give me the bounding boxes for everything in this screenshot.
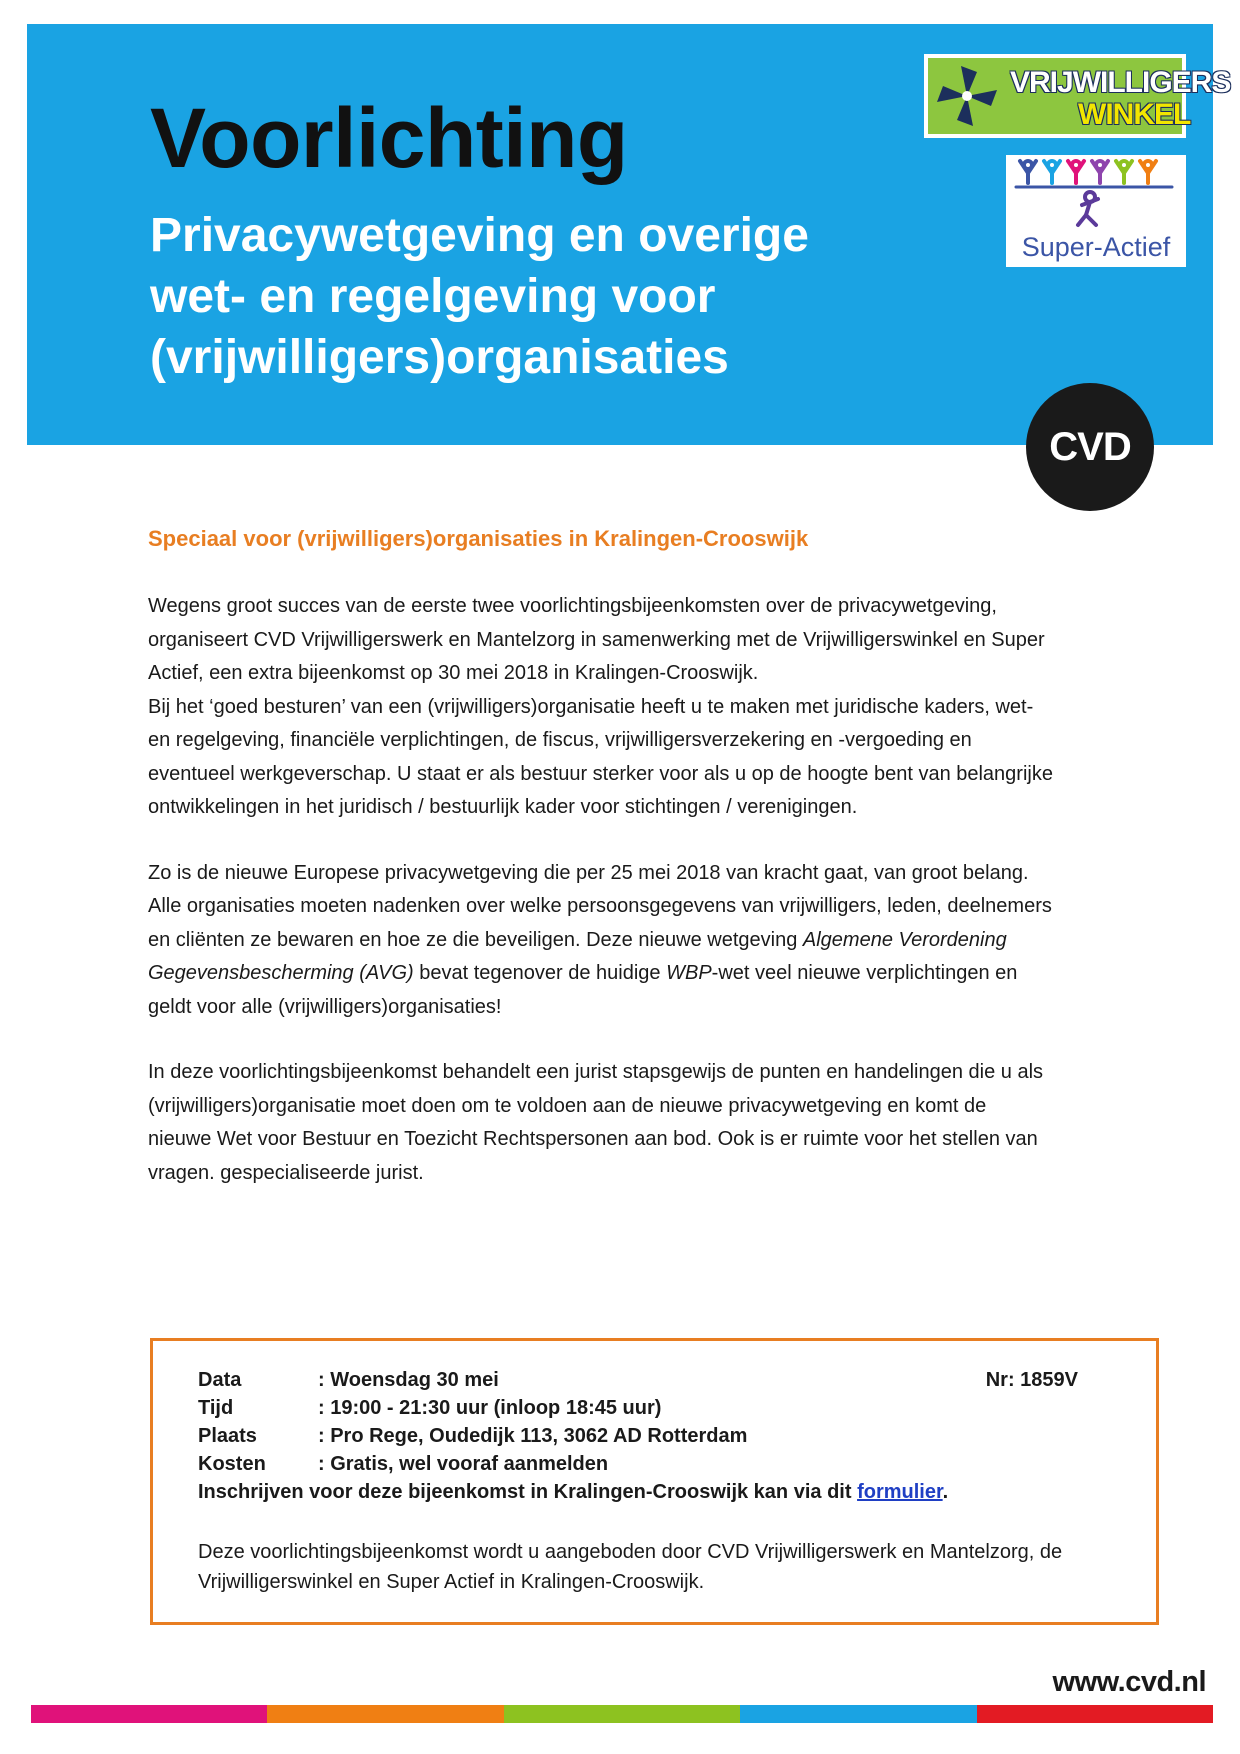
info-row-costs bbox=[198, 1453, 608, 1476]
text-line: Vrijwilligerswinkel en Super Actief in Kralingen-Crooswijk. bbox=[198, 1571, 705, 1593]
text-line: Deze voorlichtingsbijeenkomst wordt u aangeboden door CVD Vrijwilligerswerk en Mantelzorg, de bbox=[198, 1541, 1063, 1563]
intro-heading: Speciaal voor (vrijwilligers)organisaties in Kralingen-Crooswijk bbox=[148, 526, 809, 551]
footer-color-stripes bbox=[31, 1705, 1213, 1723]
text-line: Bij het ‘goed besturen’ van een (vrijwilligers)organisatie heeft u te maken met juridische kaders, wet- bbox=[148, 695, 1034, 718]
stripe-blue bbox=[740, 1705, 976, 1723]
website-url: www.cvd.nl bbox=[1052, 1666, 1206, 1698]
text-emphasis: Algemene Verordening bbox=[802, 928, 1007, 951]
subtitle-line: (vrijwilligers)organisaties bbox=[150, 331, 729, 384]
text-line: eventueel werkgeverschap. U staat er als bestuur sterker voor als u op de hoogte bent van belangrijke bbox=[148, 762, 1053, 785]
people-figures-icon bbox=[1006, 155, 1186, 231]
page-subtitle bbox=[150, 205, 930, 388]
paragraph-avg bbox=[148, 857, 1108, 1025]
info-label: Plaats bbox=[198, 1425, 257, 1447]
registration-line bbox=[198, 1481, 948, 1504]
text-line bbox=[148, 924, 1108, 958]
vrijwilligerswinkel-logo-background bbox=[928, 58, 1231, 134]
super-actief-logo bbox=[1006, 155, 1186, 267]
paragraph-intro bbox=[148, 590, 1108, 825]
event-info-box bbox=[150, 1338, 1159, 1625]
info-label: Tijd bbox=[198, 1397, 234, 1419]
info-value: : Woensdag 30 mei bbox=[318, 1369, 499, 1391]
text-line: In deze voorlichtingsbijeenkomst behandelt een jurist stapsgewijs de punten en handelingen die u als bbox=[148, 1061, 1044, 1083]
text-emphasis: Gegevensbescherming (AVG) bbox=[148, 962, 414, 984]
info-label: Data bbox=[198, 1369, 242, 1391]
text-line: Alle organisaties moeten nadenken over welke persoonsgegevens van vrijwilligers, leden, deelnemers bbox=[148, 895, 1052, 917]
stripe-magenta bbox=[31, 1705, 267, 1723]
offered-by-text bbox=[198, 1537, 1118, 1597]
info-row-location bbox=[198, 1425, 747, 1448]
paragraph-session bbox=[148, 1056, 1108, 1190]
cvd-logo bbox=[1026, 383, 1154, 511]
info-value: : Pro Rege, Oudedijk 113, 3062 AD Rotterdam bbox=[318, 1425, 748, 1447]
info-value: : 19:00 - 21:30 uur (inloop 18:45 uur) bbox=[318, 1397, 662, 1419]
stripe-orange bbox=[267, 1705, 503, 1723]
text-line: organiseert CVD Vrijwilligerswerk en Mantelzorg in samenwerking met de Vrijwilligerswinkel en Super bbox=[148, 628, 1045, 651]
text-line: vragen. gespecialiseerde jurist. bbox=[148, 1161, 424, 1184]
vrijwilligerswinkel-logo bbox=[924, 54, 1231, 138]
pinwheel-icon bbox=[930, 58, 1004, 134]
text-line: ontwikkelingen in het juridisch / bestuurlijk kader voor stichtingen / verenigingen. bbox=[148, 796, 858, 818]
text-segment: bevat tegenover de huidige bbox=[413, 962, 667, 984]
page-title: Voorlichting bbox=[150, 91, 628, 185]
info-row-date bbox=[198, 1369, 499, 1392]
text-line: Zo is de nieuwe Europese privacywetgeving die per 25 mei 2018 van kracht gaat, van groot belang. bbox=[148, 861, 1029, 884]
text-segment: -wet veel nieuwe verplichtingen en bbox=[711, 962, 1018, 984]
info-row-time bbox=[198, 1397, 661, 1420]
vrijwilligerswinkel-logo-line2: WINKEL bbox=[1078, 98, 1191, 131]
body-text bbox=[148, 590, 1108, 1222]
text-segment: en cliënten ze bewaren en hoe ze die beveiligen. Deze nieuwe wetgeving bbox=[148, 928, 803, 951]
registration-form-link[interactable]: formulier bbox=[857, 1481, 943, 1503]
text-line: en regelgeving, financiële verplichtingen, de fiscus, vrijwilligersverzekering en -vergoeding en bbox=[148, 729, 972, 751]
subtitle-line: Privacywetgeving en overige bbox=[150, 209, 809, 262]
vrijwilligerswinkel-logo-line1: VRIJWILLIGERS bbox=[1010, 66, 1231, 99]
cvd-logo-text: CVD bbox=[1049, 425, 1131, 469]
text-line: nieuwe Wet voor Bestuur en Toezicht Rechtspersonen aan bod. Ook is er ruimte voor het stellen van bbox=[148, 1128, 1038, 1150]
text-emphasis: WBP bbox=[666, 962, 712, 984]
registration-end: . bbox=[942, 1481, 949, 1503]
stripe-red bbox=[977, 1705, 1213, 1723]
event-number: Nr: 1859V bbox=[985, 1369, 1078, 1391]
registration-text: Inschrijven voor deze bijeenkomst in Kralingen-Crooswijk kan via dit bbox=[198, 1481, 858, 1503]
text-line: geldt voor alle (vrijwilligers)organisaties! bbox=[148, 995, 502, 1018]
subtitle-line: wet- en regelgeving voor bbox=[150, 270, 716, 323]
info-label: Kosten bbox=[198, 1453, 266, 1475]
text-line bbox=[148, 957, 1108, 991]
text-line: Wegens groot succes van de eerste twee voorlichtingsbijeenkomsten over de privacywetgeving, bbox=[148, 595, 997, 617]
text-line: Actief, een extra bijeenkomst op 30 mei 2018 in Kralingen-Crooswijk. bbox=[148, 662, 759, 684]
super-actief-logo-text: Super-Actief bbox=[1021, 232, 1171, 262]
stripe-green bbox=[504, 1705, 740, 1723]
text-line: (vrijwilligers)organisatie moet doen om te voldoen aan de nieuwe privacywetgeving en komt de bbox=[148, 1094, 987, 1117]
info-value: : Gratis, wel vooraf aanmelden bbox=[318, 1453, 609, 1475]
